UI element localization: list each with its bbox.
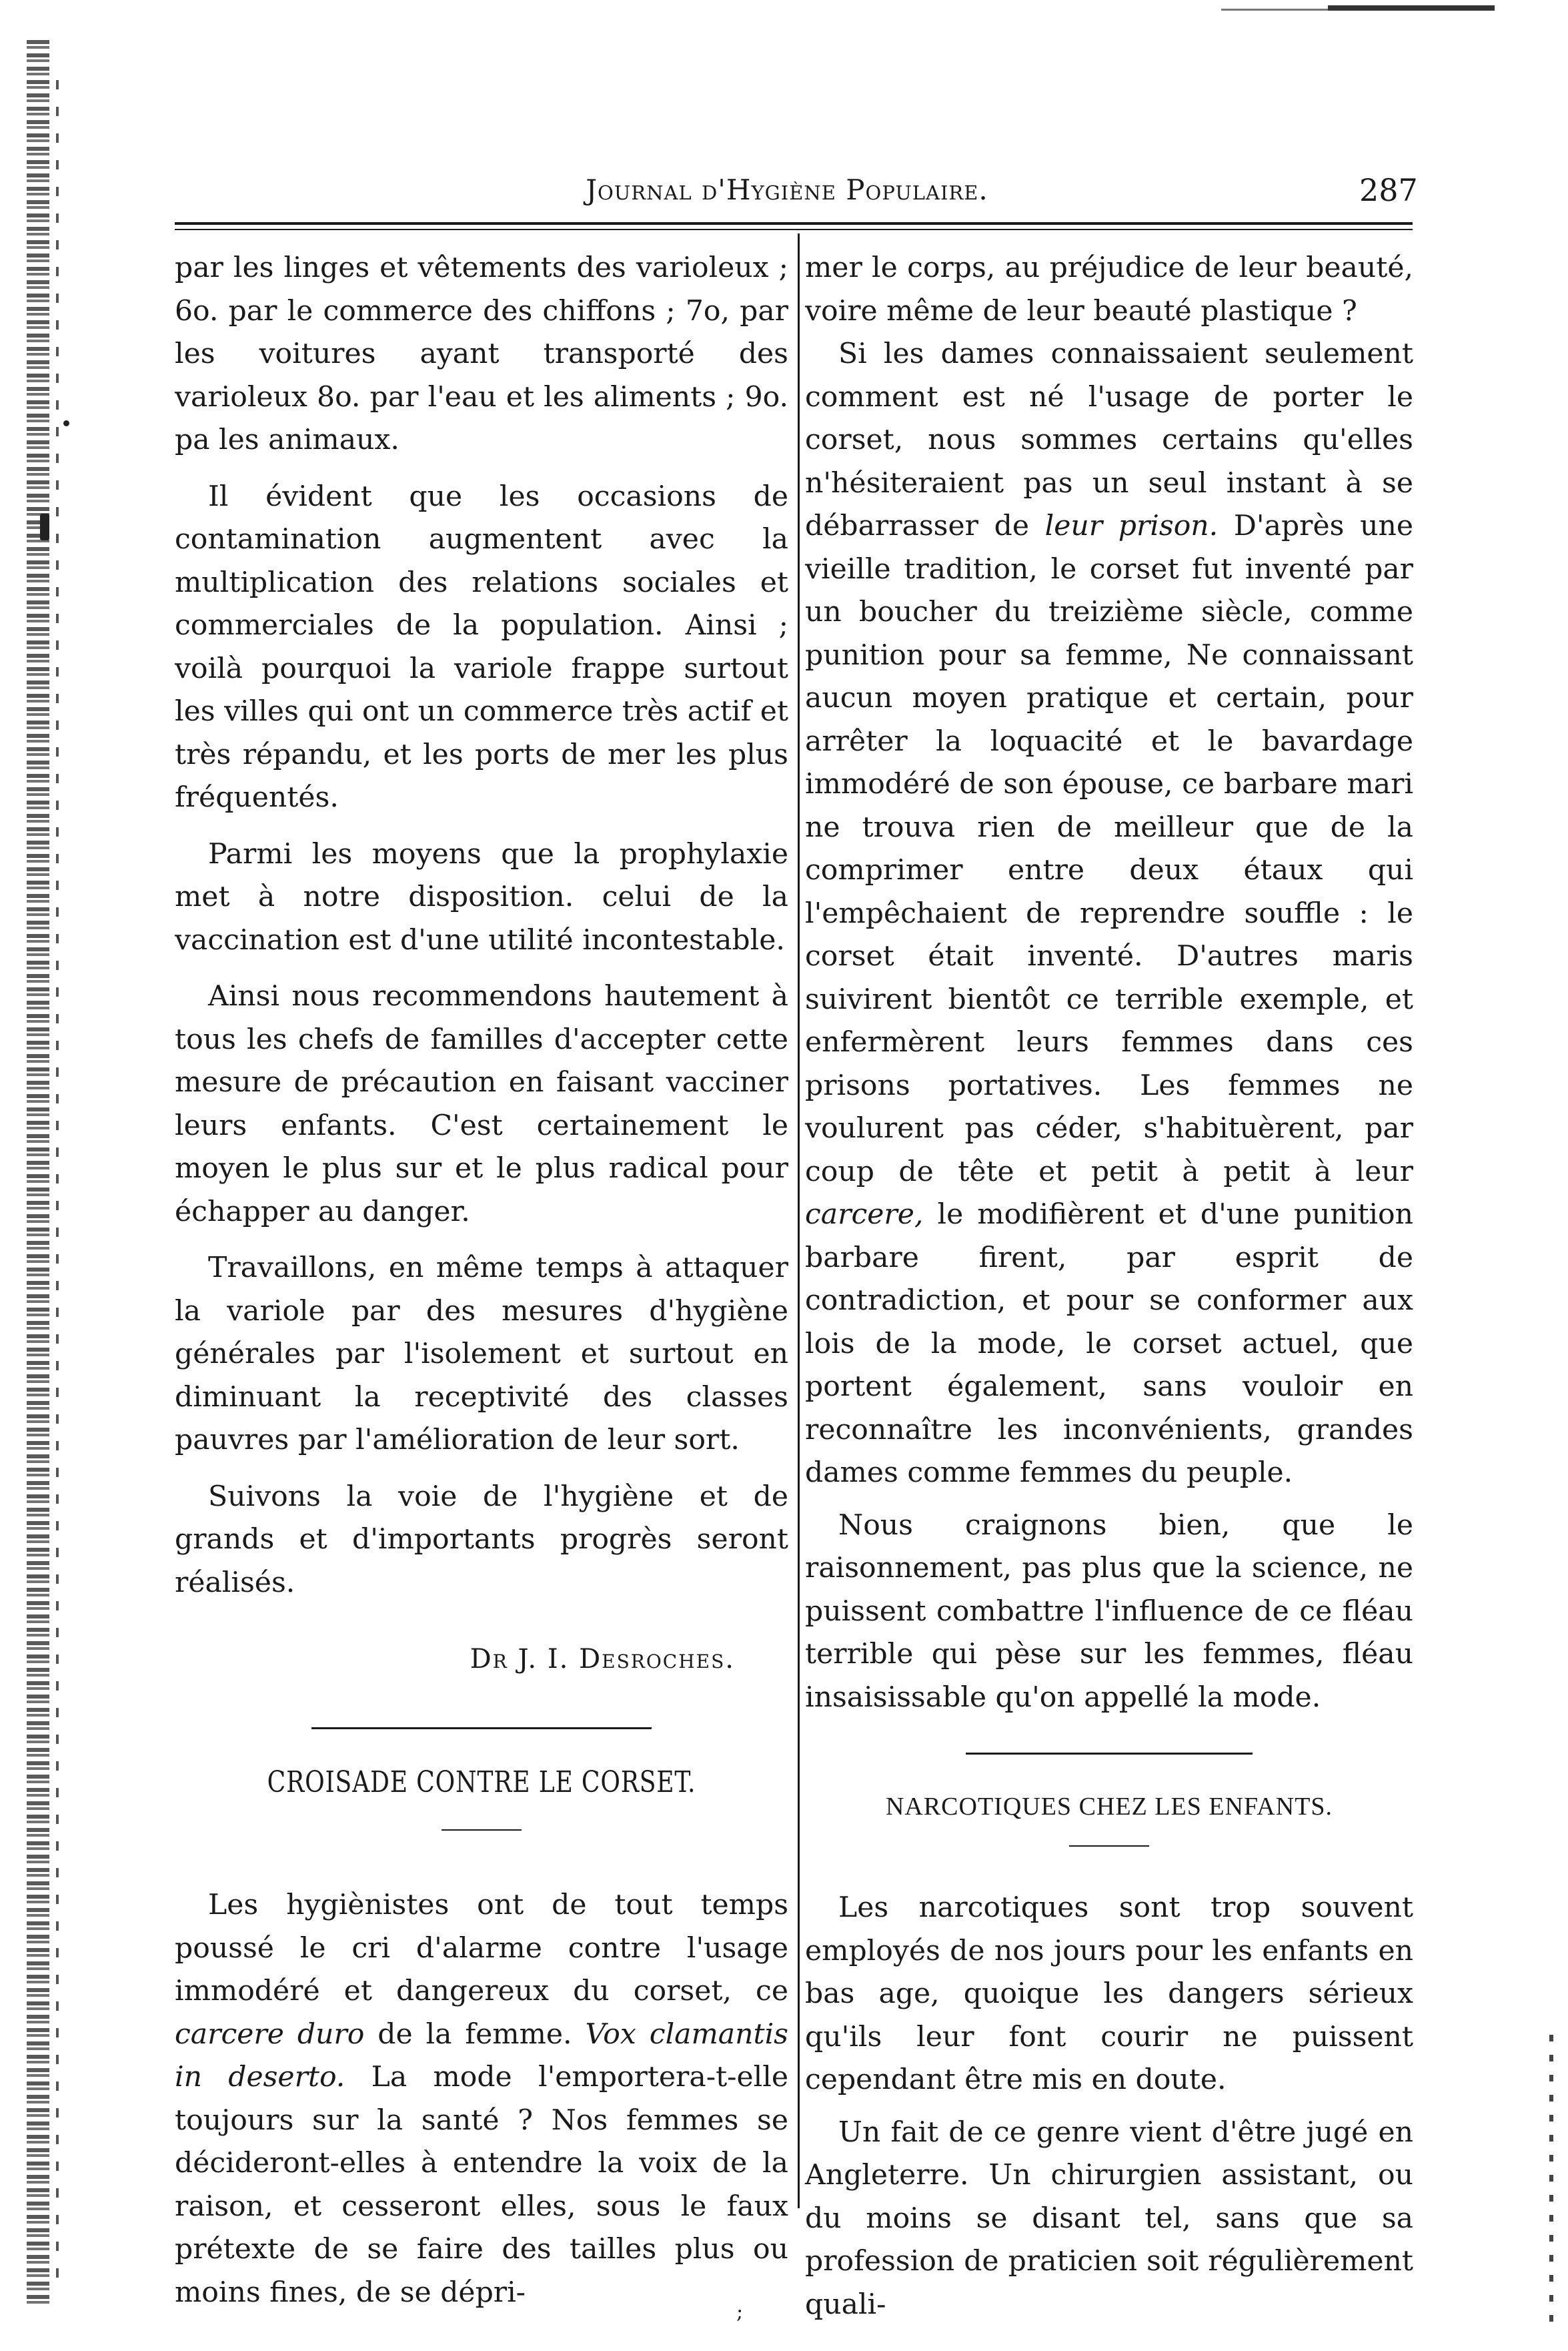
page-number: 287 bbox=[1359, 172, 1418, 208]
section-title-corset: CROISADE CONTRE LE CORSET. bbox=[267, 1765, 696, 1799]
italic-text: leur prison. bbox=[1044, 510, 1219, 542]
paragraph: Les narcotiques sont trop souvent employés de nos jours pour les enfants en bas age, quoique les dangers sérieux qu'ils leur font courir ne puissent cependant être mis en doute. bbox=[805, 1891, 1413, 2096]
column-divider bbox=[798, 233, 800, 2208]
paragraph-continued: mer le corps, au préjudice de leur beauté, voire même de leur beauté plastique ? bbox=[805, 252, 1413, 328]
header-rule-thin bbox=[175, 229, 1413, 230]
text-run: Les hygiènistes ont de tout temps poussé le cri d'alarme contre l'usage immodéré et dangereux du corset, ce bbox=[175, 1889, 788, 2007]
paragraph bbox=[805, 333, 1413, 1495]
paragraph: Travaillons, en même temps à attaquer la variole par des mesures d'hygiène générales par l'isolement et surtout en diminuant la receptivité des classes pauvres par l'amélioration de leur sort. bbox=[175, 1252, 788, 1456]
paragraph: Ainsi nous recommendons hautement à tous les chefs de familles d'accepter cette mesure de précaution en faisant vacciner leurs enfants. C'est certainement le moyen le plus sur et le plus radical pour échapper au danger. bbox=[175, 980, 788, 1228]
scan-corner-mark-thin bbox=[1221, 9, 1328, 11]
scan-corner-mark bbox=[1328, 5, 1495, 11]
scan-dot bbox=[63, 420, 69, 426]
paragraph: par les linges et vêtements des varioleux ; 6o. par le commerce des chiffons ; 7o, par les voitures ayant transporté des varioleux 8o. par l'eau et les aliments ; 9o. pa les animaux. bbox=[175, 252, 788, 456]
header-rule-thick bbox=[175, 222, 1413, 225]
text-run: La mode l'emportera-t-elle toujours sur la santé ? Nos femmes se décideront-elles à entendre la voix de la raison, et cesseront elles, sous le faux prétexte de se faire des tailles plus ou moins fines, de se dépri- bbox=[175, 2061, 789, 2309]
right-column bbox=[805, 247, 1413, 2326]
section-title-narcotiques: NARCOTIQUES CHEZ LES ENFANTS. bbox=[885, 1793, 1333, 1821]
paragraph-corset bbox=[175, 1884, 788, 2314]
paragraph: Parmi les moyens que la prophylaxie met à notre disposition. celui de la vaccination est d'une utilité incontestable. bbox=[175, 837, 788, 957]
text-run: le modifièrent et d'une punition barbare firent, par esprit de contradiction, et pour se conformer aux lois de la mode, le corset actuel, que portent également, sans vouloir en reconnaître les inconvénients, grandes dames comme femmes du peuple. bbox=[805, 1198, 1413, 1489]
scan-right-edge-marks bbox=[1549, 2035, 1553, 2335]
italic-text: carcere, bbox=[805, 1198, 924, 1231]
text-run: Si les dames connaissaient seulement comment est né l'usage de porter le corset, nous sommes certains qu'elles n'hésiteraient pas un seul instant à se débarrasser de bbox=[805, 338, 1413, 542]
paragraph: Il évident que les occasions de contamination augmentent avec la multiplication des relations sociales et commerciales de la population. Ainsi ; voilà pourquoi la variole frappe surtout les villes qui ont un commerce très actif et très répandu, et les ports de mer les plus fréquentés. bbox=[175, 480, 788, 814]
bottom-mark: ; bbox=[736, 2300, 744, 2324]
text-run: de la femme. bbox=[364, 2017, 586, 2051]
paragraph: Nous craignons bien, que le raisonnement, pas plus que la science, ne puissent combattre l'influence de ce fléau terrible qui pèse sur les femmes, fléau insaisissable qu'on appellé la mode. bbox=[805, 1508, 1413, 1714]
running-title: Journal d'Hygiène Populaire. bbox=[586, 173, 988, 206]
author-signature: Dr J. I. Desroches. bbox=[470, 1644, 735, 1675]
scan-binding-edge bbox=[27, 40, 49, 2308]
italic-text: Vox clamantis in deserto. bbox=[175, 2017, 788, 2093]
scan-blot bbox=[40, 514, 49, 540]
paragraph: Un fait de ce genre vient d'être jugé en Angleterre. Un chirurgien assistant, ou du moins se disant tel, sans que sa profession de praticien soit régulièrement quali- bbox=[805, 2115, 1413, 2321]
paragraph: Suivons la voie de l'hygiène et de grands et d'importants progrès seront réalisés. bbox=[175, 1480, 788, 1599]
left-column bbox=[175, 247, 788, 2314]
italic-text: carcere duro bbox=[175, 2017, 365, 2051]
scan-binding-edge-marks bbox=[56, 80, 59, 2282]
text-run: D'après une vieille tradition, le corset fut inventé par un boucher du treizième siècle, comme punition pour sa femme, Ne connaissant aucun moyen pratique et certain, pour arrêter la loquacité et le bavardage immodéré de son épouse, ce barbare mari ne trouva rien de meilleur que de la comprimer entre deux étaux qui l'empêchaient de reprendre souffle : le corset était inventé. D'autres maris suivirent bientôt ce terrible exemple, et enfermèrent leurs femmes dans ces prisons portatives. Les femmes ne voulurent pas céder, s'habituèrent, par coup de tête et petit à petit à leur bbox=[805, 510, 1413, 1188]
